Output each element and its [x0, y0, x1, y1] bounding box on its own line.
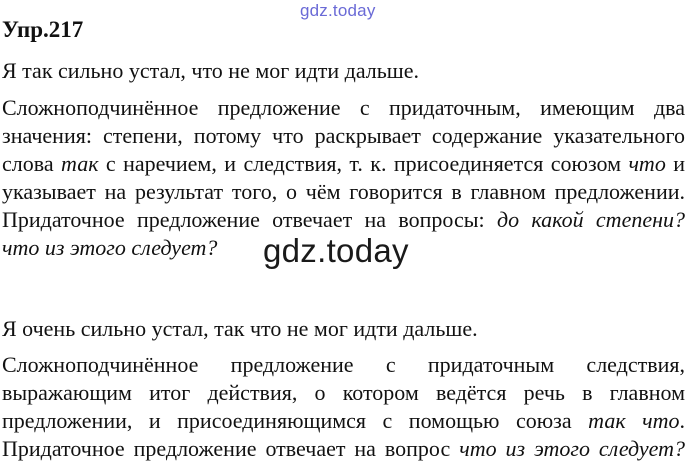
- watermark-top: gdz.today: [300, 1, 376, 20]
- example-sentence-2: Я очень сильно устал, так что не мог идти дальше.: [2, 316, 478, 341]
- example-sentence-1: Я так сильно устал, что не мог идти дальше.: [2, 58, 420, 83]
- explanation-1-line-1: Сложноподчинённое предложение с придаточным, имеющим два: [2, 95, 685, 120]
- explanation-2-line-4: Придаточное предложение отвечает на вопрос что из этого следует?: [2, 436, 686, 461]
- explanation-1-line-5: Придаточное предложение отвечает на вопросы: до какой степени?: [2, 207, 686, 232]
- explanation-1-line-2: значения: степени, потому что раскрывает содержание указательного: [2, 123, 685, 148]
- explanation-2-line-3: предложении, и присоединяющимся с помощью союза так что.: [2, 408, 685, 433]
- explanation-2-line-2: выражающим итог действия, о котором ведётся речь в главном: [2, 380, 685, 405]
- explanation-1-line-6: что из этого следует?: [2, 235, 218, 260]
- explanation-2: [2, 351, 685, 463]
- explanation-1-line-3: слова так с наречием, и следствия, т. к. присоединяется союзом что и: [2, 151, 686, 176]
- explanation-1-line-4: указывает на результат того, о чём говорится в главном предложении.: [2, 179, 685, 204]
- exercise-title: Упр.217: [2, 17, 84, 42]
- watermark-mid: gdz.today: [263, 232, 409, 269]
- explanation-2-line-1: Сложноподчинённое предложение с придаточным следствия,: [2, 352, 685, 377]
